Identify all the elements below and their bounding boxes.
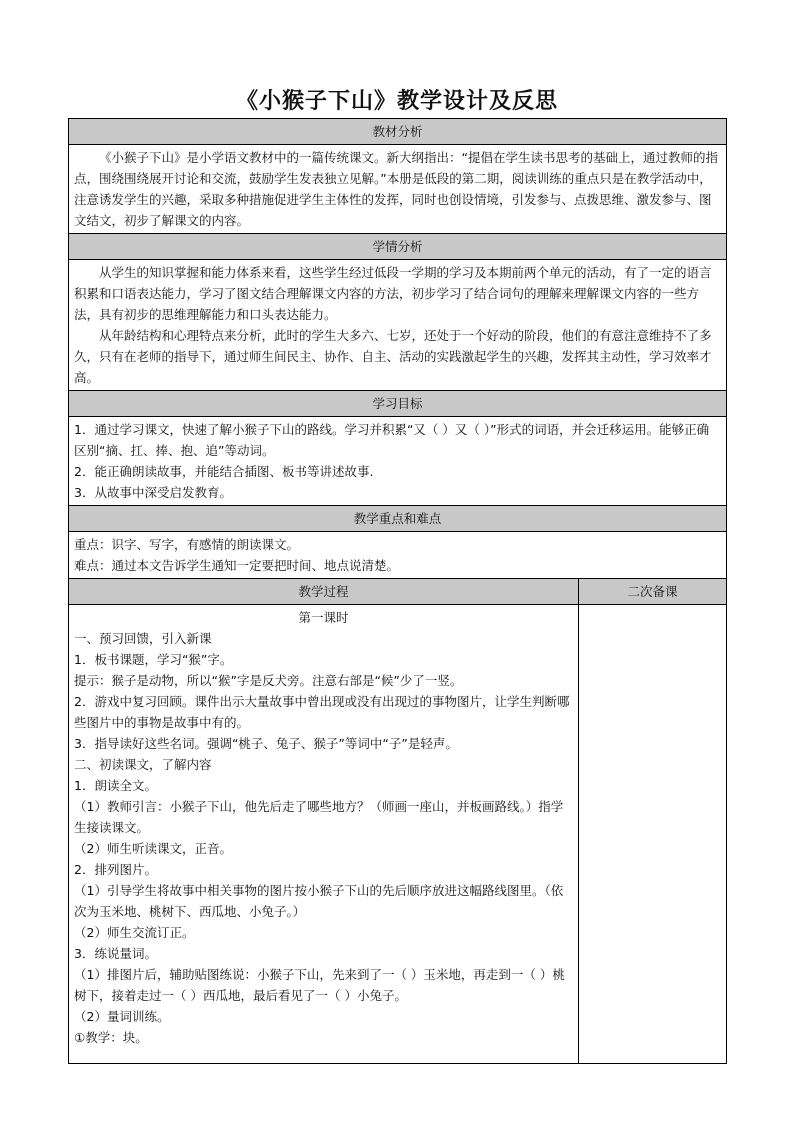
student-paragraph: 从年龄结构和心理特点来分析，此时的学生大多六、七岁，还处于一个好动的阶段，他们的有意注意维持不了多久，只有在老师的指导下，通过师生间民主、协作、自主、活动的实践激起学生的兴趣，发挥其主动性，学习效率才高。: [74, 328, 712, 385]
process-line: （1）教师引言：小猴子下山，他先后走了哪些地方？（师画一座山，并板画路线。）指学生接读课文。: [74, 799, 564, 835]
process-line: 一、预习回馈，引入新课: [74, 631, 212, 646]
keypoint-item: 难点：通过本文告诉学生通知一定要把时间、地点说清楚。: [74, 558, 400, 573]
lesson-plan-table: [68, 118, 727, 1064]
process-line: （2）师生交流订正。: [74, 925, 195, 940]
process-line: （1）引导学生将故事中相关事物的图片按小猴子下山的先后顺序放进这幅路线图里。（依次为玉米地、桃树下、西瓜地、小兔子。）: [74, 883, 564, 919]
lesson-heading: 第一课时: [298, 610, 349, 625]
section-header-student: 学情分析: [69, 234, 727, 260]
process-line: （2）量词训练。: [74, 1009, 170, 1024]
goal-item: 3．从故事中深受启发教育。: [74, 485, 232, 500]
page-title: 《小猴子下山》教学设计及反思: [235, 89, 558, 114]
process-line: ①教学：块。: [74, 1030, 148, 1045]
section-header-material: 教材分析: [69, 119, 727, 145]
notes-column: [579, 605, 727, 1064]
goal-item: 1．通过学习课文，快速了解小猴子下山的路线。学习并积累“又（ ）又（ ）”形式的词语，并会迁移运用。能够正确区别“摘、扛、捧、抱、追”等动词。: [74, 422, 710, 458]
section-header-notes: 二次备课: [579, 579, 727, 605]
process-line: 二、初读课文，了解内容: [74, 757, 212, 772]
process-line: 3．练说量词。: [74, 946, 157, 961]
section-body-goals: [69, 417, 727, 506]
section-body-process: [69, 605, 579, 1064]
section-header-keypoints: 教学重点和难点: [69, 506, 727, 532]
goal-item: 2．能正确朗读故事，并能结合插图、板书等讲述故事.: [74, 464, 374, 479]
section-header-process: 教学过程: [69, 579, 579, 605]
process-line: （2）师生听读课文，正音。: [74, 841, 232, 856]
student-paragraph: 从学生的知识掌握和能力体系来看，这些学生经过低段一学期的学习及本期前两个单元的活动，有了一定的语言积累和口语表达能力，学习了图文结合理解课文内容的方法，初步学习了结合词句的理解来理解课文内容的一些方法，具有初步的思维理解能力和口头表达能力。: [74, 265, 712, 322]
process-line: 3．指导读好这些名词。强调“桃子、兔子、猴子”等词中“子”是轻声。: [74, 736, 458, 751]
process-line: （1）排图片后，辅助贴图练说：小猴子下山，先来到了一（ ）玉米地，再走到一（ ）桃树下，接着走过一（ ）西瓜地，最后看见了一（ ）小兔子。: [74, 967, 565, 1003]
process-line: 提示：猴子是动物，所以“猴”字是反犬旁。注意右部是“候”少了一竖。: [74, 673, 463, 688]
keypoint-item: 重点：识字、写字，有感情的朗读课文。: [74, 537, 300, 552]
section-header-goals: 学习目标: [69, 391, 727, 417]
process-line: 1．板书课题，学习“猴”字。: [74, 652, 233, 667]
material-paragraph: 《小猴子下山》是小学语文教材中的一篇传统课文。新大纲指出：“提倡在学生读书思考的基础上，通过教师的指点，围绕围绕展开讨论和交流，鼓励学生发表独立见解。”本册是低段的第二期，阅读训练的重点只是在教学活动中，注意诱发学生的兴趣，采取多种措施促进学生主体性的发挥，同时也创设情境，引发参与、点拨思维、激发参与、图文结文，初步了解课文的内容。: [74, 150, 718, 228]
process-line: 1．朗读全文。: [74, 778, 157, 793]
section-body-material: [69, 145, 727, 234]
process-line: 2．游戏中复习回顾。课件出示大量故事中曾出现或没有出现过的事物图片，让学生判断哪些图片中的事物是故事中有的。: [74, 694, 570, 730]
section-body-keypoints: [69, 532, 727, 579]
process-line: 2．排列图片。: [74, 862, 157, 877]
section-body-student: [69, 260, 727, 391]
